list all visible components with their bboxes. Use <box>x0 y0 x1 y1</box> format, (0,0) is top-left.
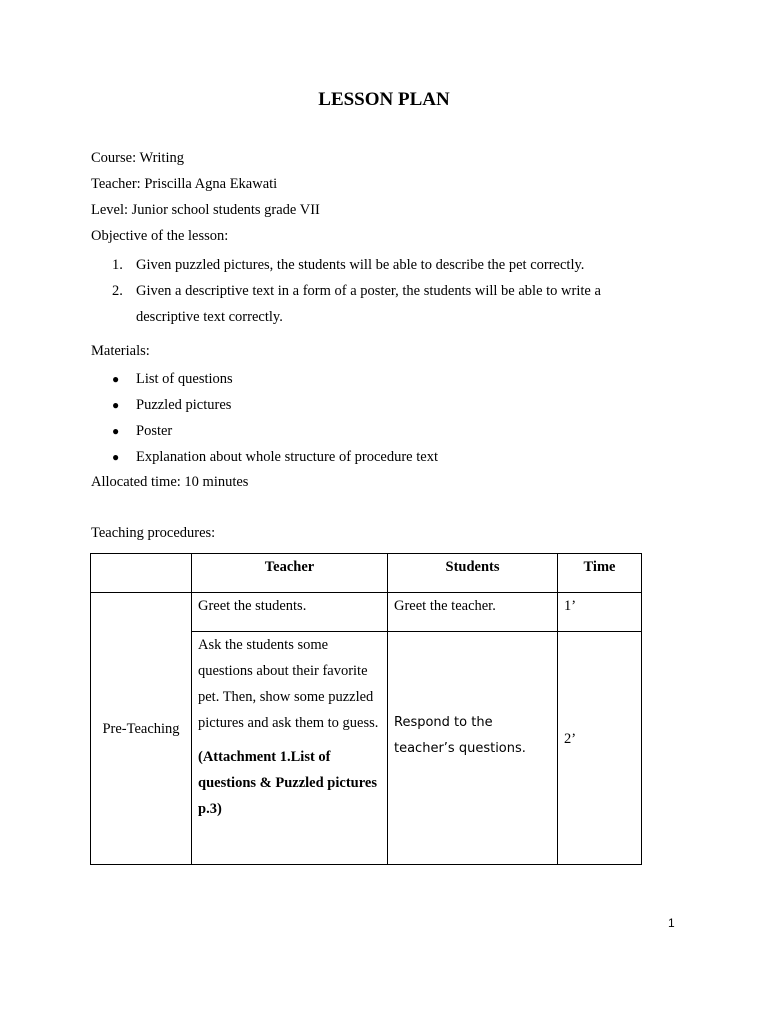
objectives-list <box>112 252 652 330</box>
students-cell <box>388 632 558 865</box>
stage-cell <box>91 593 192 865</box>
stage-label: Pre-Teaching <box>102 720 180 737</box>
material-text: Puzzled pictures <box>136 397 232 413</box>
time-value: 1’ <box>564 598 577 614</box>
material-text: List of questions <box>136 371 233 387</box>
material-item <box>112 369 438 395</box>
teacher-activity: Ask the students some questions about their favorite pet. Then, show some puzzled pictures and ask them to guess. <box>198 637 379 731</box>
objective-text: Given a descriptive text in a form of a poster, the students will be able to write a descriptive text correctly. <box>136 283 601 325</box>
time-cell <box>558 593 642 632</box>
objective-number: 2. <box>112 283 123 299</box>
procedures-label: Teaching procedures: <box>91 525 216 541</box>
teacher-cell <box>192 632 388 865</box>
teacher-activity: Greet the students. <box>198 598 307 614</box>
students-activity: Respond to the teacher’s questions. <box>394 715 526 756</box>
header-stage <box>91 554 192 593</box>
objective-number: 1. <box>112 257 123 273</box>
material-text: Explanation about whole structure of procedure text <box>136 449 438 465</box>
objective-item <box>112 278 652 330</box>
procedures-table <box>90 553 642 865</box>
header-time: Time <box>558 554 642 593</box>
teacher-attachment-note: (Attachment 1.List of questions & Puzzled pictures p.3) <box>198 749 377 817</box>
page-number: 1 <box>668 916 675 930</box>
material-item <box>112 421 438 447</box>
bullet-icon: ● <box>112 450 120 464</box>
table-row <box>91 593 642 632</box>
time-value: 2’ <box>564 731 577 747</box>
time-cell <box>558 632 642 865</box>
students-activity: Greet the teacher. <box>394 598 496 614</box>
level-line: Level: Junior school students grade VII <box>91 202 320 218</box>
course-line: Course: Writing <box>91 150 184 166</box>
header-students: Students <box>388 554 558 593</box>
materials-label: Materials: <box>91 343 150 359</box>
lesson-meta <box>91 148 320 252</box>
teacher-cell <box>192 593 388 632</box>
material-item <box>112 447 438 473</box>
teacher-line: Teacher: Priscilla Agna Ekawati <box>91 176 278 192</box>
allocated-time: Allocated time: 10 minutes <box>91 474 249 490</box>
objective-item <box>112 252 652 278</box>
bullet-icon: ● <box>112 398 120 412</box>
bullet-icon: ● <box>112 372 120 386</box>
header-teacher: Teacher <box>192 554 388 593</box>
table-header-row <box>91 554 642 593</box>
objective-text: Given puzzled pictures, the students will be able to describe the pet correctly. <box>136 257 585 273</box>
material-text: Poster <box>136 423 173 439</box>
materials-list <box>112 369 438 473</box>
material-item <box>112 395 438 421</box>
document-title: LESSON PLAN <box>318 89 450 110</box>
students-cell <box>388 593 558 632</box>
bullet-icon: ● <box>112 424 120 438</box>
objective-label: Objective of the lesson: <box>91 228 229 244</box>
